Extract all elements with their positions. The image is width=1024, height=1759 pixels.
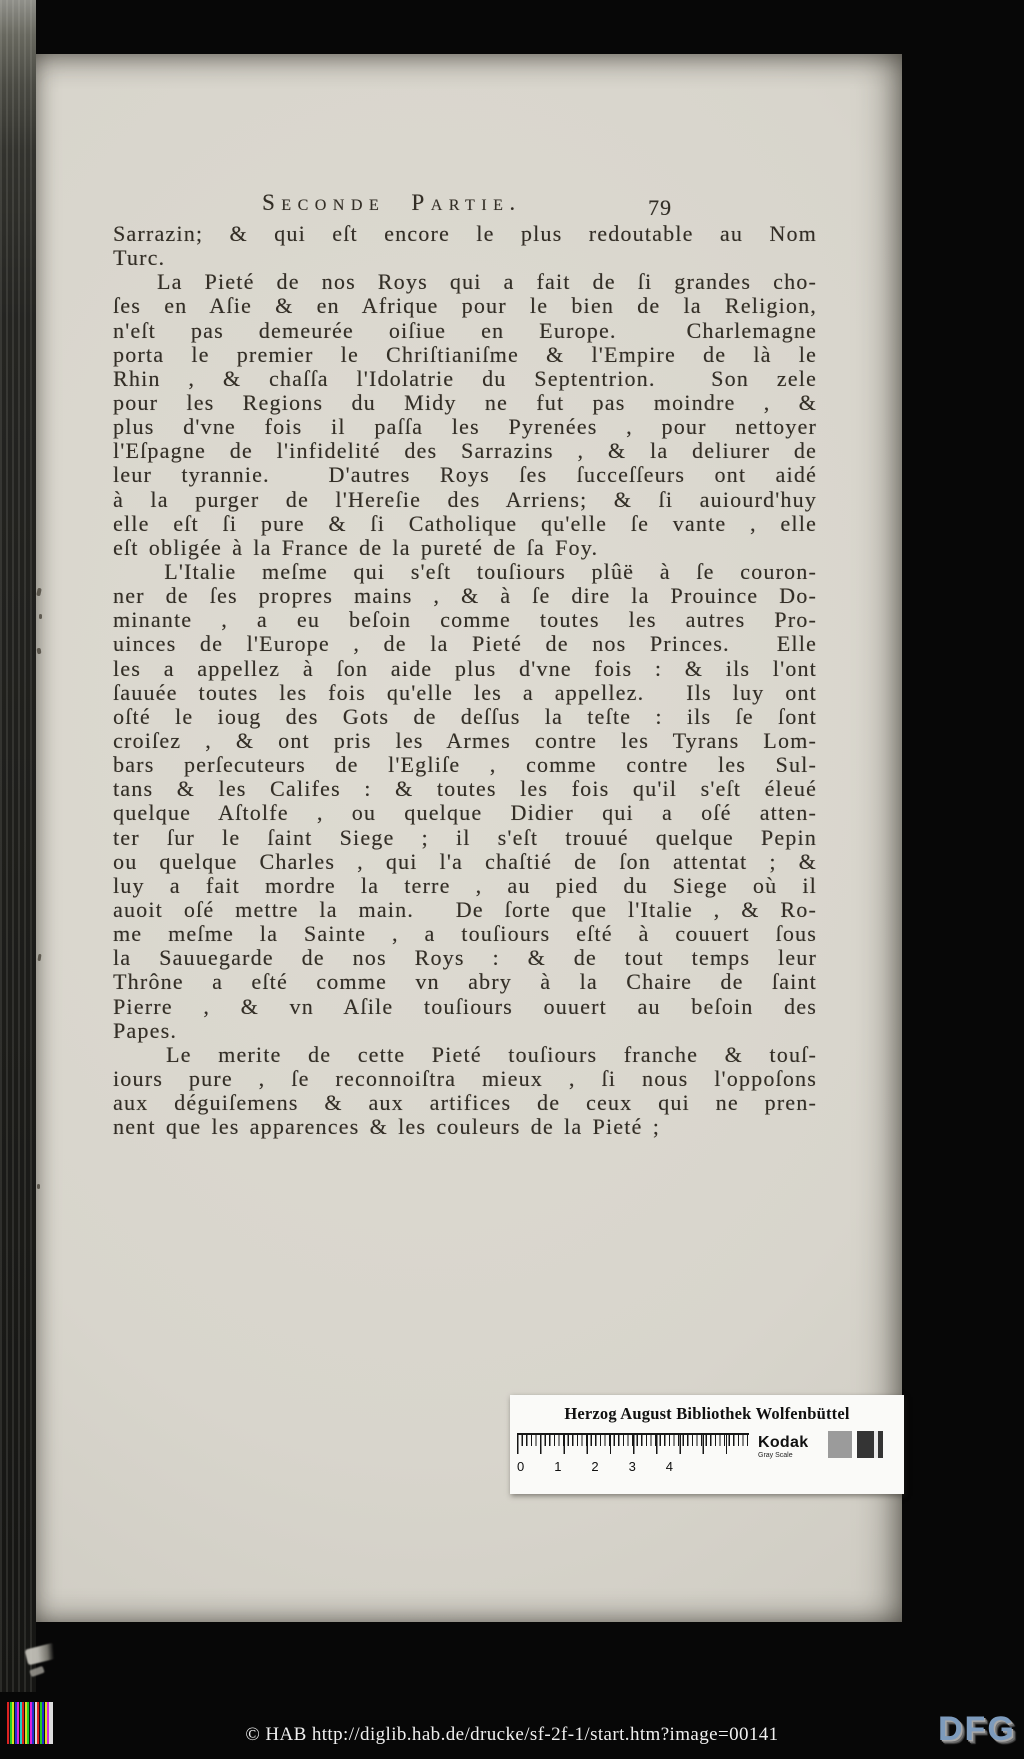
gray-scale-label: Gray Scale: [758, 1452, 793, 1459]
text-line: Papes.: [113, 1018, 178, 1043]
text-line: La Pieté de nos Roys qui a fait de ſi grandes cho-: [113, 270, 817, 295]
text-line: L'Italie meſme qui s'eſt touſiours plûë à ſe couron-: [113, 559, 817, 584]
text-line: Thrône a eſté comme vn abry à la Chaire de ſaint: [113, 970, 817, 995]
text-line: Le merite de cette Pieté touſiours franche & touſ-: [113, 1042, 817, 1067]
gray-patch-dark: [857, 1431, 883, 1458]
section-heading: Seconde Partie.: [262, 190, 522, 215]
text-line: elle eſt ſi pure & ſi Catholique qu'elle ſe vante , elle: [113, 511, 817, 536]
text-line: Rhin , & chaſſa l'Idolatrie du Septentrion. Son zele: [113, 366, 817, 391]
ink-speck: [38, 954, 42, 961]
text-line: luy a fait mordre la terre , au pied du Siege où il: [113, 873, 817, 898]
ruler-numbers: [517, 1459, 673, 1474]
text-line: bars perſecuteurs de l'Egliſe , comme contre les Sul-: [113, 753, 817, 778]
text-line: ner de ſes propres mains , & à ſe dire la Prouince Do-: [113, 584, 817, 609]
text-line: ſes en Aſie & en Afrique pour le bien de la Religion,: [113, 294, 817, 319]
text-line: ſauuée toutes les fois qu'elle les a appellez. Ils luy ont: [113, 680, 817, 705]
text-line: n'eſt pas demeurée oiſiue en Europe. Charlemagne: [113, 318, 817, 343]
copyright-line: © HAB http://diglib.hab.de/drucke/sf-2f-1/start.htm?image=00141: [245, 1724, 779, 1745]
text-line: à la purger de l'Hereſie des Arriens; & ſi auiourd'huy: [113, 487, 817, 512]
text-line: quelque Aſtolfe , ou quelque Didier qui a oſé atten-: [113, 801, 817, 826]
text-line: iours pure , ſe reconnoiſtra mieux , ſi nous l'oppoſons: [113, 1066, 817, 1091]
dfg-logo: DFG: [938, 1710, 1016, 1748]
ruler-number: 0: [517, 1459, 525, 1474]
text-line: tans & les Califes : & toutes les fois qu'il s'eſt éleué: [113, 777, 817, 802]
text-line: pour les Regions du Midy ne fut pas moindre , &: [113, 390, 817, 415]
body-text: [113, 222, 817, 1139]
text-line: me meſme la Sainte , a touſiours eſté à couuert ſous: [113, 922, 817, 947]
ink-speck: [36, 588, 42, 597]
text-line: la Sauuegarde de nos Roys : & de tout temps leur: [113, 946, 817, 971]
ink-speck: [39, 614, 42, 619]
text-line: croiſez , & ont pris les Armes contre les Tyrans Lom-: [113, 728, 817, 753]
text-line: plus d'vne fois il paſſa les Pyrenées , pour nettoyer: [113, 415, 817, 440]
text-line: minante , a eu beſoin comme toutes les autres Pro-: [113, 608, 817, 633]
page-number: 79: [648, 195, 672, 220]
text-line: auoit oſé mettre la main. De ſorte que l'Italie , & Ro-: [113, 897, 817, 922]
text-line: leur tyrannie. D'autres Roys ſes ſucceſſeurs ont aidé: [113, 463, 817, 488]
text-line: Sarrazin; & qui eſt encore le plus redoutable au Nom: [113, 222, 817, 246]
text-line: Pierre , & vn Aſile touſiours ouuert au beſoin des: [113, 994, 817, 1019]
ruler-number: 2: [591, 1459, 599, 1474]
text-line: ter ſur le ſaint Siege ; il s'eſt trouué quelque Pepin: [113, 825, 817, 850]
text-line: les a appellez à ſon aide plus d'vne fois : & ils l'ont: [113, 656, 817, 681]
text-line: nent que les apparences & les couleurs de la Pieté ;: [113, 1115, 661, 1140]
ink-speck: [37, 648, 42, 655]
library-label: Herzog August Bibliothek Wolfenbüttel: [564, 1404, 850, 1423]
ink-speck: [37, 1184, 40, 1189]
text-line: eſt obligée à la France de la pureté de ſa Foy.: [113, 535, 599, 560]
text-line: uinces de l'Europe , de la Pieté de nos Princes. Elle: [113, 632, 817, 657]
text-line: aux déguiſemens & aux artifices de ceux qui ne pren-: [113, 1091, 817, 1116]
text-line: porta le premier le Chriſtianiſme & l'Empire de là le: [113, 342, 817, 367]
book-page: [36, 54, 902, 1622]
text-line: ou quelque Charles , qui l'a chaſtié de ſon attentat ; &: [113, 849, 817, 874]
gray-patch-light: [828, 1431, 852, 1458]
ruler-number: 1: [554, 1459, 562, 1474]
ruler-scale-icon: [517, 1433, 749, 1457]
calibration-card: [510, 1395, 904, 1494]
text-line: l'Eſpagne de l'infidelité des Sarrazins , & la deliurer de: [113, 439, 817, 464]
ruler-number: 4: [665, 1459, 673, 1474]
kodak-block: [758, 1434, 808, 1459]
text-line: oſté le ioug des Gots de deſſus la teſte : ils ſe ſont: [113, 704, 817, 729]
kodak-label: Kodak: [758, 1434, 809, 1451]
book-edge: [0, 0, 36, 1692]
text-line: Turc.: [113, 246, 166, 271]
ruler-number: 3: [628, 1459, 636, 1474]
running-header: [113, 190, 817, 224]
